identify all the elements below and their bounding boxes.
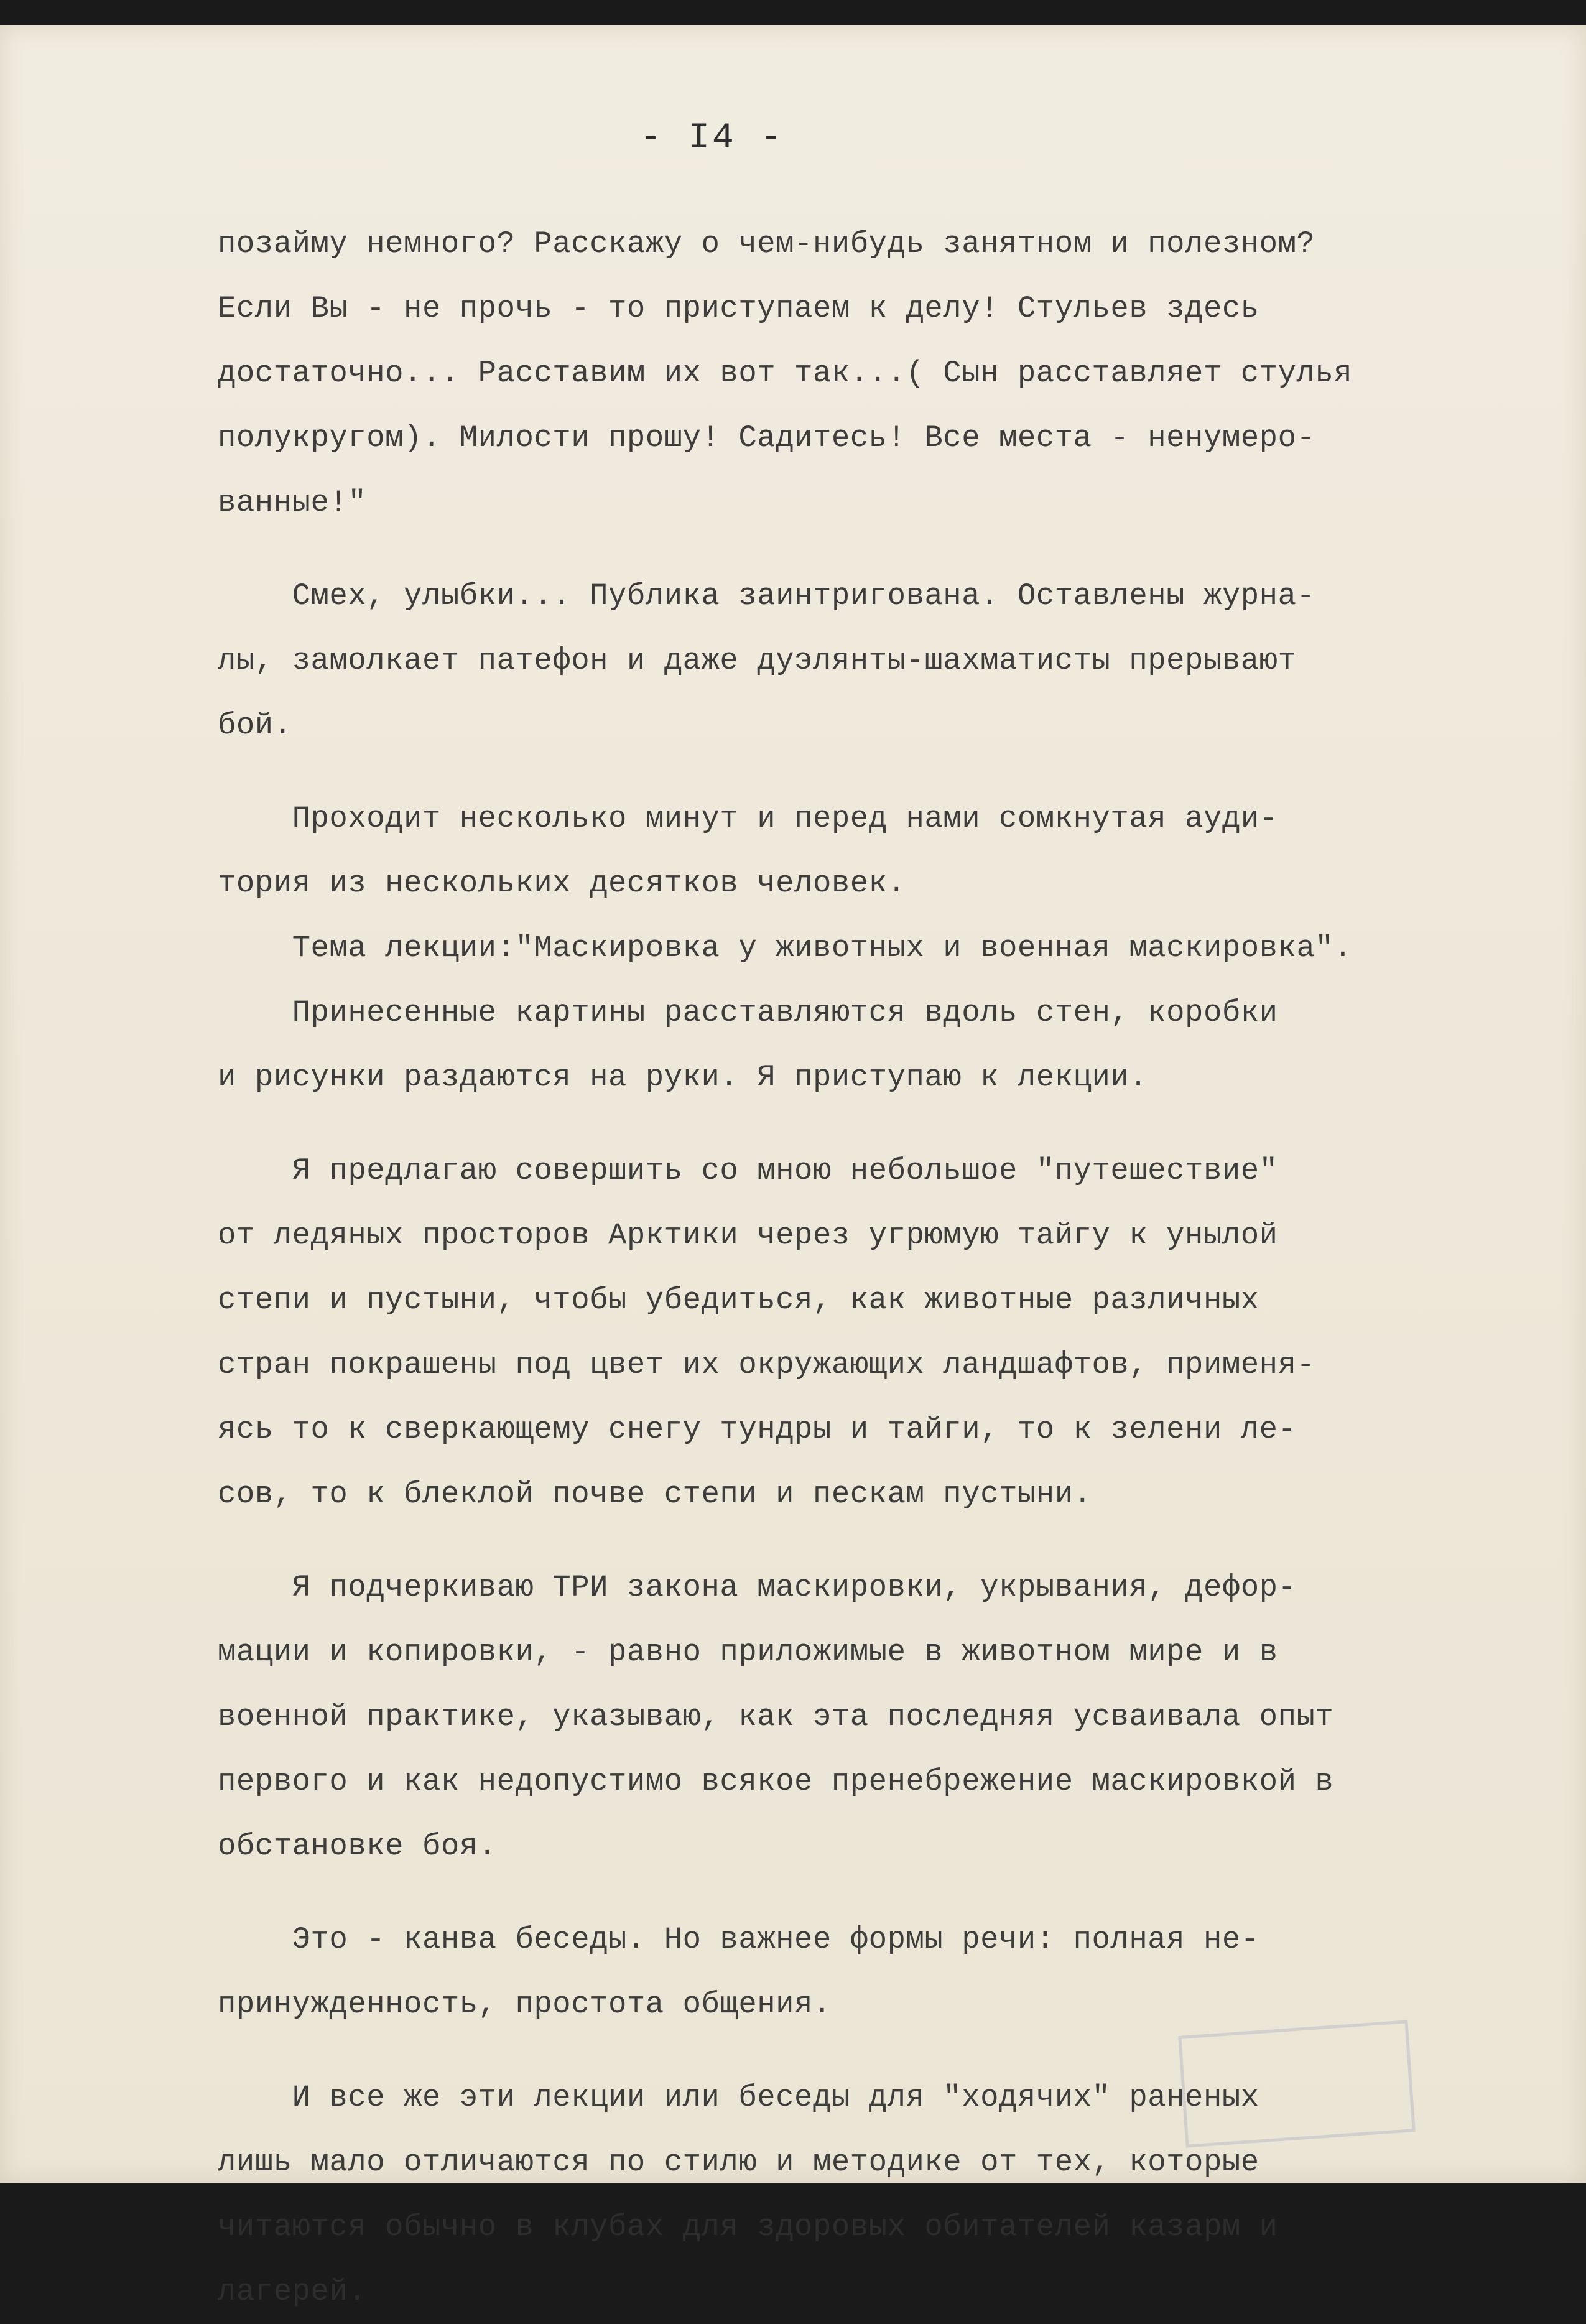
text-line: бой. <box>218 708 292 743</box>
text-line: Я подчеркиваю ТРИ закона маскировки, укрывания, дефор- <box>218 1570 1297 1605</box>
text-line: лы, замолкает патефон и даже дуэлянты-шахматисты прерывают <box>218 643 1297 678</box>
text-line: Проходит несколько минут и перед нами сомкнутая ауди- <box>218 801 1278 836</box>
paragraph <box>218 786 1536 1110</box>
paragraph-gap <box>218 535 1536 564</box>
text-line: полукругом). Милости прошу! Садитесь! Все места - ненумеро- <box>218 421 1315 455</box>
text-line: И все же эти лекции или беседы для "ходячих" раненых <box>218 2080 1259 2115</box>
text-line: стран покрашены под цвет их окружающих ландшафтов, применя- <box>218 1347 1315 1382</box>
text-line: читаются обычно в клубах для здоровых обитателей казарм и <box>218 2210 1278 2244</box>
text-line: и рисунки раздаются на руки. Я приступаю к лекции. <box>218 1060 1148 1095</box>
text-line: лагерей. <box>218 2274 367 2309</box>
paragraph <box>218 1907 1536 2037</box>
text-line: тория из нескольких десятков человек. <box>218 866 906 901</box>
paragraph-gap <box>218 1110 1536 1138</box>
text-line: от ледяных просторов Арктики через угрюмую тайгу к унылой <box>218 1218 1278 1253</box>
text-line: достаточно... Расставим их вот так...( Сын расставляет стулья <box>218 356 1353 391</box>
text-line: Принесенные картины расставляются вдоль стен, коробки <box>218 995 1278 1030</box>
paragraph-gap <box>218 1879 1536 1907</box>
paragraph <box>218 1555 1536 1879</box>
text-line: лишь мало отличаются по стилю и методике от тех, которые <box>218 2145 1259 2180</box>
body-text <box>218 211 1536 2324</box>
text-line: мации и копировки, - равно приложимые в животном мире и в <box>218 1635 1278 1670</box>
paragraph <box>218 1138 1536 1527</box>
paragraph <box>218 211 1536 535</box>
paragraph-gap <box>218 1527 1536 1555</box>
text-line: обстановке боя. <box>218 1829 497 1864</box>
text-line: военной практике, указываю, как эта последняя усваивала опыт <box>218 1699 1334 1734</box>
archive-stamp <box>1178 2020 1416 2147</box>
text-line: позайму немного? Расскажу о чем-нибудь занятном и полезном? <box>218 226 1315 261</box>
text-line: принужденность, простота общения. <box>218 1987 832 2022</box>
paragraph-gap <box>218 758 1536 786</box>
text-line: Я предлагаю совершить со мною небольшое "путешествие" <box>218 1153 1278 1188</box>
text-line: Это - канва беседы. Но важнее формы речи: полная не- <box>218 1922 1259 1957</box>
text-line: первого и как недопустимо всякое пренебрежение маскировкой в <box>218 1764 1334 1799</box>
text-line: сов, то к блеклой почве степи и пескам пустыни. <box>218 1477 1092 1512</box>
typewritten-page <box>0 25 1586 2309</box>
text-line: Если Вы - не прочь - то приступаем к делу! Стульев здесь <box>218 291 1259 326</box>
paragraph <box>218 564 1536 758</box>
text-line: степи и пустыни, чтобы убедиться, как животные различных <box>218 1283 1259 1318</box>
page-number: - I4 - <box>639 118 785 159</box>
text-line: Смех, улыбки... Публика заинтригована. Оставлены журна- <box>218 579 1315 613</box>
text-line: Тема лекции:"Маскировка у животных и военная маскировка". <box>218 931 1353 965</box>
text-line: ясь то к сверкающему снегу тундры и тайги, то к зелени ле- <box>218 1412 1297 1447</box>
text-line: ванные!" <box>218 485 367 520</box>
